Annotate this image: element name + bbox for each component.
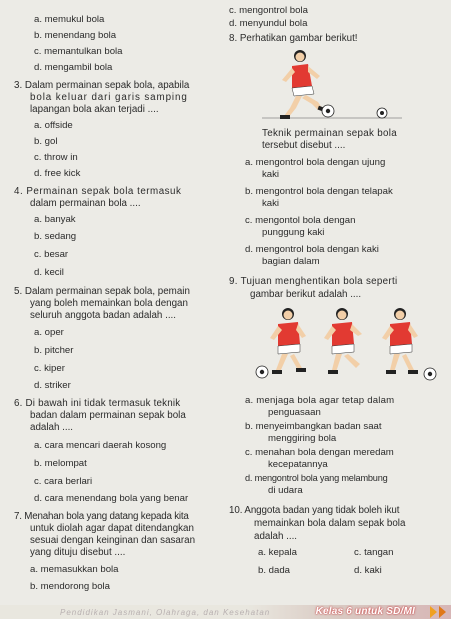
q4-option-b[interactable]: b. sedang: [34, 231, 77, 242]
q7-option-a[interactable]: a. memasukkan bola: [30, 564, 119, 575]
q9-line-1: 9. Tujuan menghentikan bola seperti: [229, 276, 398, 287]
q3-option-d[interactable]: d. free kick: [34, 168, 81, 179]
q8-option-d-cont: bagian dalam: [262, 256, 320, 267]
ball-far: [377, 108, 387, 118]
q9-option-c[interactable]: c. menahan bola dengan meredam: [245, 447, 394, 458]
q9-illustration: [250, 300, 450, 386]
q10-option-d[interactable]: d. kaki: [354, 565, 382, 576]
q8-option-b[interactable]: b. mengontrol bola dengan telapak: [245, 186, 393, 197]
q7-line-3: sesuai dengan keinginan dan sasaran: [30, 535, 196, 546]
q8-option-a[interactable]: a. mengontrol bola dengan ujung: [245, 157, 386, 168]
ball-near: [322, 105, 334, 117]
q5-line-3: seluruh anggota badan adalah ....: [30, 310, 176, 321]
q9-option-b[interactable]: b. menyeimbangkan badan saat: [245, 421, 382, 432]
q5-option-c[interactable]: c. kiper: [34, 363, 65, 374]
q2-option-a[interactable]: a. memukul bola: [34, 14, 105, 25]
chevron-right-icon: [430, 606, 437, 618]
q3-line-3: lapangan bola akan terjadi ....: [30, 104, 159, 115]
q7-line-4: yang dituju disebut ....: [30, 547, 126, 558]
q8-after-line-1: Teknik permainan sepak bola: [262, 128, 397, 139]
q4-option-d[interactable]: d. kecil: [34, 267, 64, 278]
q9-option-d[interactable]: d. mengontrol bola yang melambung: [245, 473, 388, 483]
q10-option-b[interactable]: b. dada: [258, 565, 291, 576]
q5-line-2: yang boleh memainkan bola dengan: [30, 298, 188, 309]
q8-option-a-cont: kaki: [262, 169, 280, 180]
q9-option-d-cont: di udara: [268, 485, 303, 496]
q10-line-2: memainkan bola dalam sepak bola: [254, 518, 406, 529]
q6-line-1: 6. Di bawah ini tidak termasuk teknik: [14, 398, 181, 409]
q3-option-c[interactable]: c. throw in: [34, 152, 78, 163]
q2-option-c[interactable]: c. memantulkan bola: [34, 46, 123, 57]
q3-line-2: bola keluar dari garis samping: [30, 92, 188, 103]
q3-line-1: 3. Dalam permainan sepak bola, apabila: [14, 80, 190, 91]
ball-right: [424, 368, 436, 380]
q9-option-a-cont: penguasaan: [268, 407, 321, 418]
ball-left: [256, 366, 268, 378]
q8-line-1: 8. Perhatikan gambar berikut!: [229, 33, 358, 44]
q5-option-d[interactable]: d. striker: [34, 380, 71, 391]
q5-line-1: 5. Dalam permainan sepak bola, pemain: [14, 286, 190, 297]
q6-line-2: badan dalam permainan sepak bola: [30, 410, 186, 421]
q6-option-d[interactable]: d. cara menendang bola yang benar: [34, 493, 189, 504]
player-middle: [324, 308, 362, 374]
q8-option-c[interactable]: c. mengontol bola dengan: [245, 215, 356, 226]
q10-option-c[interactable]: c. tangan: [354, 547, 394, 558]
footer-book-title: Pendidikan Jasmani, Olahraga, dan Kesehatan: [60, 608, 271, 617]
q8-after-line-2: tersebut disebut ....: [262, 140, 346, 151]
chevron-right-icon: [439, 606, 446, 618]
q7-option-c[interactable]: c. mengontrol bola: [229, 5, 308, 16]
q3-option-a[interactable]: a. offside: [34, 120, 73, 131]
q5-option-a[interactable]: a. oper: [34, 327, 64, 338]
page-footer: [0, 605, 451, 619]
q7-line-1: 7. Menahan bola yang datang kepada kita: [14, 511, 189, 522]
q9-option-c-cont: kecepatannya: [268, 459, 328, 470]
q8-illustration: [262, 44, 402, 136]
player-right: [382, 308, 418, 374]
q10-option-a[interactable]: a. kepala: [258, 547, 297, 558]
q5-option-b[interactable]: b. pitcher: [34, 345, 74, 356]
q7-option-d[interactable]: d. menyundul bola: [229, 18, 308, 29]
q2-option-d[interactable]: d. mengambil bola: [34, 62, 113, 73]
q4-line-2: dalam permainan bola ....: [30, 198, 141, 209]
q6-option-c[interactable]: c. cara berlari: [34, 476, 93, 487]
q8-option-d[interactable]: d. mengontrol bola dengan kaki: [245, 244, 379, 255]
q7-line-2: untuk diolah agar dapat ditendangkan: [30, 523, 194, 534]
player-left: [270, 308, 306, 374]
q3-option-b[interactable]: b. gol: [34, 136, 58, 147]
q10-line-1: 10. Anggota badan yang tidak boleh ikut: [229, 505, 400, 516]
q9-line-2: gambar berikut adalah ....: [250, 289, 362, 300]
q4-option-c[interactable]: c. besar: [34, 249, 69, 260]
q4-option-a[interactable]: a. banyak: [34, 214, 76, 225]
q9-option-a[interactable]: a. menjaga bola agar tetap dalam: [245, 395, 395, 406]
q7-option-b[interactable]: b. mendorong bola: [30, 581, 111, 592]
footer-class-label: Kelas 6 untuk SD/MI: [315, 606, 415, 617]
q6-option-a[interactable]: a. cara mencari daerah kosong: [34, 440, 167, 451]
q4-line-1: 4. Permainan sepak bola termasuk: [14, 186, 182, 197]
q9-option-b-cont: menggiring bola: [268, 433, 337, 444]
q8-option-b-cont: kaki: [262, 198, 280, 209]
player-figure: [280, 50, 327, 119]
q10-line-3: adalah ....: [254, 531, 298, 542]
q6-line-3: adalah ....: [30, 422, 74, 433]
q2-option-b[interactable]: b. menendang bola: [34, 30, 117, 41]
q6-option-b[interactable]: b. melompat: [34, 458, 87, 469]
q8-option-c-cont: punggung kaki: [262, 227, 325, 238]
